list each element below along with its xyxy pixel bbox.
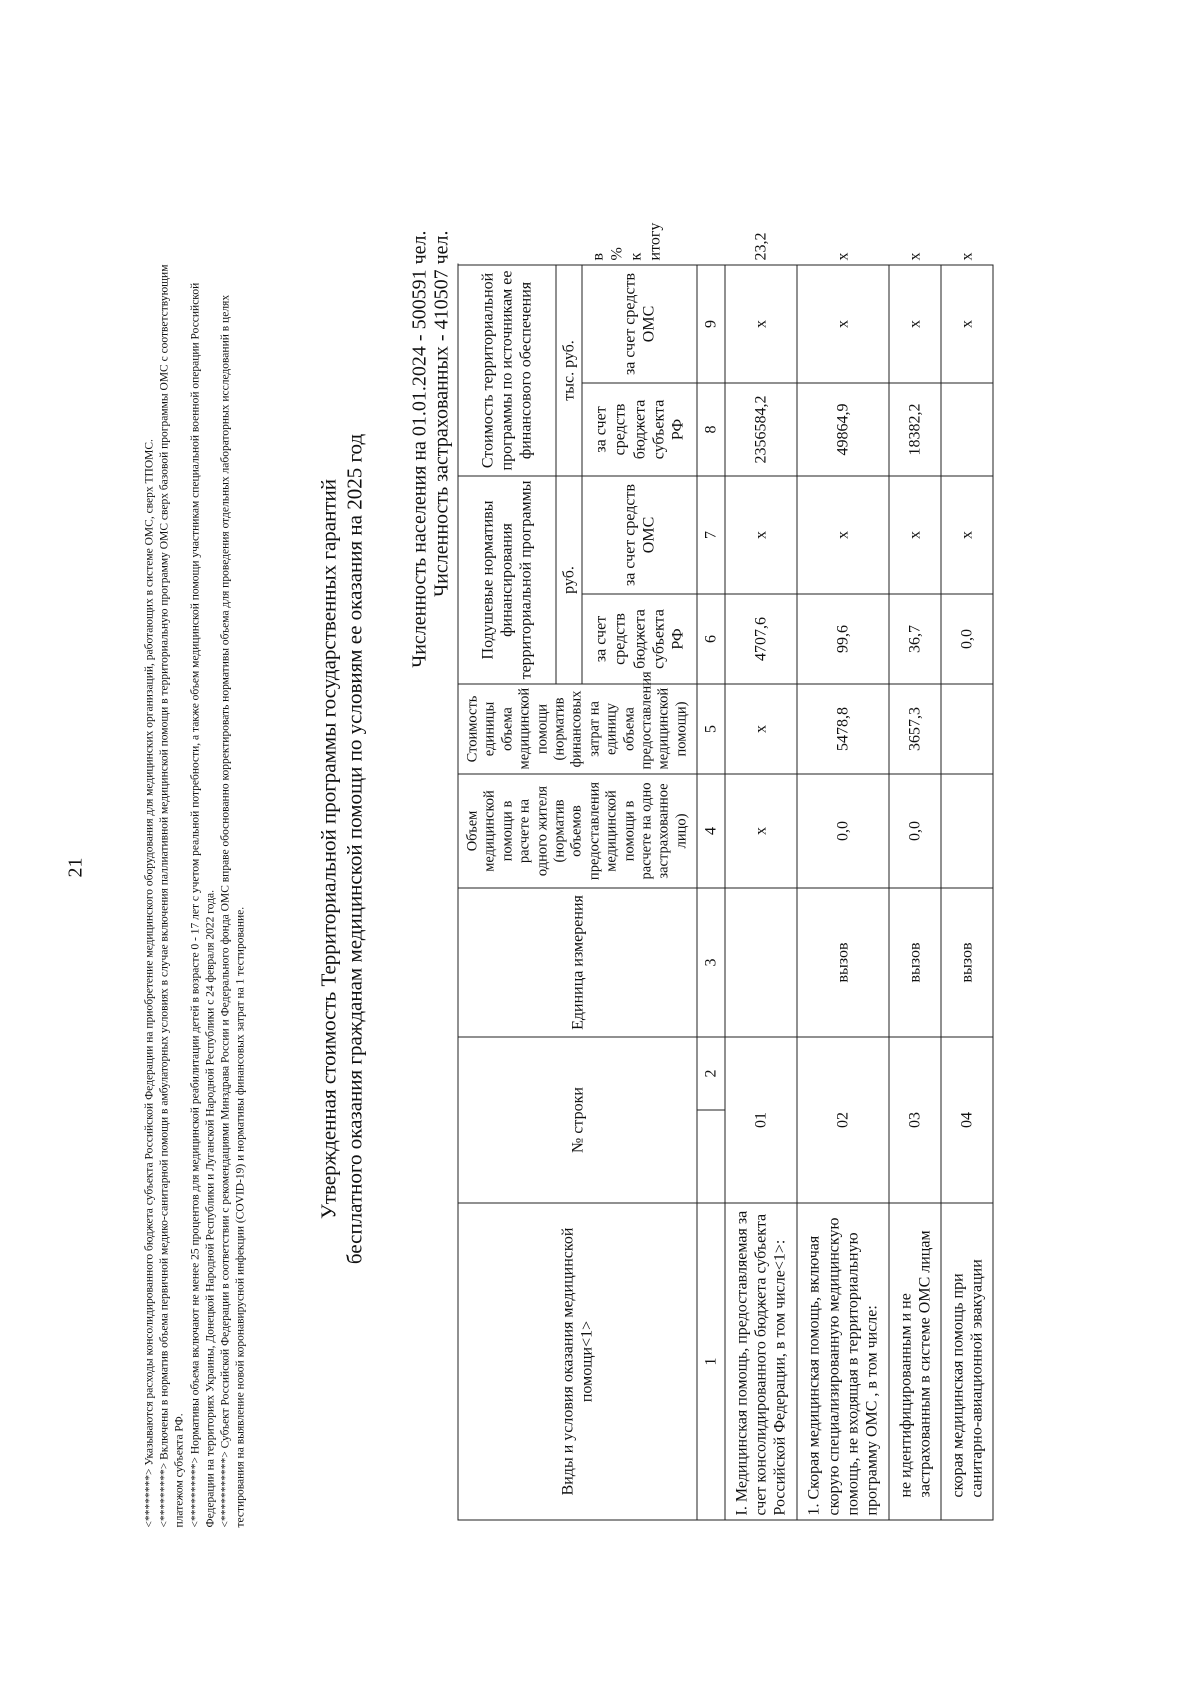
row-cost-oms: x — [889, 264, 941, 382]
row-cost-budget — [941, 382, 993, 475]
row-cost-oms: x — [797, 264, 889, 382]
header-norm-budget: за счет средств бюджета субъекта РФ — [582, 593, 697, 683]
row-unit-cost: 5478,8 — [797, 683, 889, 773]
header-unit: Единица измерения — [458, 887, 697, 1036]
table-row: скорая медицинская помощь при санитарно-авиационной эвакуации 04 вызов 0,0 x x x — [941, 264, 993, 1519]
header-unit-cost: Стоимость единицы объема медицинской помощи (норматив финансовых затрат на единицу объема предоставления медицинской помощи) — [458, 683, 697, 773]
header-volume: Объем медицинской помощи в расчете на одного жителя (норматив объемов предоставления медицинской помощи в расчете на одно застрахованное лицо) — [458, 773, 697, 887]
row-cost-oms: x — [941, 264, 993, 382]
number-cell: 5 — [697, 683, 725, 773]
population-info — [408, 230, 452, 667]
row-unit-cost — [941, 683, 993, 773]
footnote: <***********> Субъект Российской Федерации в соответствии с рекомендациями Минздрава России и Федерального фонда ОМС вправе обоснованно корректировать нормативы объема для проведения отдельных лабораторных исследований в целях тестирования на выявление новой коронавирусной инфекции (COVID-19) и нормативы финансовых затрат на 1 тестирование. — [218, 294, 247, 1527]
row-volume — [941, 773, 993, 887]
row-norm-oms: x — [941, 475, 993, 593]
number-cell: 4 — [697, 773, 725, 887]
number-cell: 7 — [697, 475, 725, 593]
unit-thousand-rub: тыс. руб. — [556, 264, 582, 475]
row-norm-oms: x — [725, 475, 797, 593]
row-cost-budget: 49864,9 — [797, 382, 889, 475]
page-number: 21 — [64, 857, 87, 878]
row-norm-oms: x — [797, 475, 889, 593]
row-name: I. Медицинская помощь, предоставляемая за счет консолидированного бюджета субъекта Российской Федерации, в том числе<1>: — [725, 1203, 797, 1520]
cost-table: Виды и условия оказания медицинской помощи<1> № строки Единица измерения Объем медицинской помощи в расчете на одного жителя (норматив объемов предоставления медицинской помощи в расчете на одно застрахованное лицо) Стоимость единицы объема медицинской помощи (норматив финансовых затрат на единицу объема предоставления медицинской помощи) Подушевые нормативы финансирования территориальной программы Стоимость территориальной программы по источникам ее финансового обеспечения руб. тыс. руб. в % к итогу за счет средств бюджета субъекта РФ за счет средств ОМС за счет средств бюджета субъекта РФ за счет средств ОМС 1 2 3 4 5 6 7 8 9 I. Медицинская помощь, предоставляемая за счет консолидированного бюджета субъекта Российской Федерации, в том числе<1>: 01 x x 4707,6 x 2356584,2 x 23,2 1. Скорая медицинская помощь, включая скорую специализированную медицинскую помощь, не входящая в территориальную программу ОМС , в том числе: 02 вызов 0,0 5478,8 99,6 x 49864,9 x x не идентифицированным и не застрахованным в системе ОМС лицам 03 вызов 0,0 3657,3 36,7 x 18382,2 x x скорая медицинская помощь при санитарно-авиационной эвакуации 04 вызов 0,0 x x x — [457, 264, 993, 1520]
footnotes — [142, 237, 248, 1527]
column-number-row — [697, 264, 725, 1519]
header-cost-oms: за счет средств ОМС — [582, 264, 697, 382]
row-line: 04 — [941, 1036, 993, 1202]
row-norm-budget: 99,6 — [797, 593, 889, 683]
table-row: не идентифицированным и не застрахованным в системе ОМС лицам 03 вызов 0,0 3657,3 36,7 x 18382,2 x x — [889, 264, 941, 1519]
row-line: 02 — [797, 1036, 889, 1202]
row-unit — [725, 887, 797, 1036]
number-cell: 6 — [697, 593, 725, 683]
row-norm-oms: x — [889, 475, 941, 593]
row-norm-budget: 36,7 — [889, 593, 941, 683]
row-unit-cost: x — [725, 683, 797, 773]
header-per-capita-norms: Подушевые нормативы финансирования территориальной программы — [458, 475, 556, 683]
number-cell: 3 — [697, 887, 725, 1036]
row-unit: вызов — [941, 887, 993, 1036]
population-line: Численность населения на 01.01.2024 - 500591 чел. — [408, 230, 430, 668]
document-title — [315, 0, 368, 1697]
row-norm-budget: 0,0 — [941, 593, 993, 683]
header-kinds: Виды и условия оказания медицинской помощи<1> — [458, 1203, 697, 1520]
number-cell: 1 — [697, 1203, 725, 1520]
row-name: 1. Скорая медицинская помощь, включая скорую специализированную медицинскую помощь, не входящая в территориальную программу ОМС , в том числе: — [797, 1203, 889, 1520]
row-unit: вызов — [889, 887, 941, 1036]
number-cell: 8 — [697, 382, 725, 475]
row-cost-budget: 2356584,2 — [725, 382, 797, 475]
row-name: не идентифицированным и не застрахованным в системе ОМС лицам — [889, 1203, 941, 1520]
table-row: I. Медицинская помощь, предоставляемая за счет консолидированного бюджета субъекта Российской Федерации, в том числе<1>: 01 x x 4707,6 x 2356584,2 x 23,2 — [725, 264, 797, 1519]
header-line-number: № строки — [458, 1036, 697, 1202]
number-cell: 2 — [697, 1036, 725, 1109]
title-line-1: Утвержденная стоимость Территориальной программы государственных гарантий — [316, 478, 340, 1219]
row-line: 01 — [725, 1036, 797, 1202]
table-row: 1. Скорая медицинская помощь, включая скорую специализированную медицинскую помощь, не входящая в территориальную программу ОМС , в том числе: 02 вызов 0,0 5478,8 99,6 x 49864,9 x x — [797, 264, 889, 1519]
row-name: скорая медицинская помощь при санитарно-авиационной эвакуации — [941, 1203, 993, 1520]
row-unit-cost: 3657,3 — [889, 683, 941, 773]
header-norm-oms: за счет средств ОМС — [582, 475, 697, 593]
title-line-2: бесплатного оказания гражданам медицинской помощи по условиям ее оказания на 2025 год — [342, 433, 367, 1264]
header-cost-budget: за счет средств бюджета субъекта РФ — [582, 382, 697, 475]
footnote: <**********> Нормативы объема включают не менее 25 процентов для медицинской реабилитации детей в возрасте 0 - 17 лет с учетом реальной потребности, а также объем медицинской помощи участникам специальной военной операции Российской Федерации на территориях Украины, Донецкой Народной Республики и Луганской Народной Республики с 24 февраля 2022 года. — [188, 282, 216, 1527]
header-program-cost: Стоимость территориальной программы по источникам ее финансового обеспечения — [458, 264, 556, 475]
row-line: 03 — [889, 1036, 941, 1202]
footnote: <*********> Включены в норматив объема первичной медико-санитарной помощи в амбулаторных условиях в случае включения паллиативной медицинской помощи в территориальную программу ОМС сверх базовой программы ОМС с соответствующим платежом субъекта РФ. — [158, 264, 186, 1527]
number-cell: 9 — [697, 264, 725, 382]
row-unit: вызов — [797, 887, 889, 1036]
row-cost-budget: 18382,2 — [889, 382, 941, 475]
unit-rub: руб. — [556, 475, 582, 683]
row-norm-budget: 4707,6 — [725, 593, 797, 683]
row-volume: 0,0 — [797, 773, 889, 887]
row-cost-oms: x — [725, 264, 797, 382]
row-volume: x — [725, 773, 797, 887]
footnote: <********> Указываются расходы консолидированного бюджета субъекта Российской Федерации на приобретение медицинского оборудования для медицинских организаций, работающих в системе ОМС, сверх ТПОМС. — [143, 438, 155, 1527]
row-volume: 0,0 — [889, 773, 941, 887]
insured-line: Численность застрахованных - 410507 чел. — [430, 230, 452, 597]
